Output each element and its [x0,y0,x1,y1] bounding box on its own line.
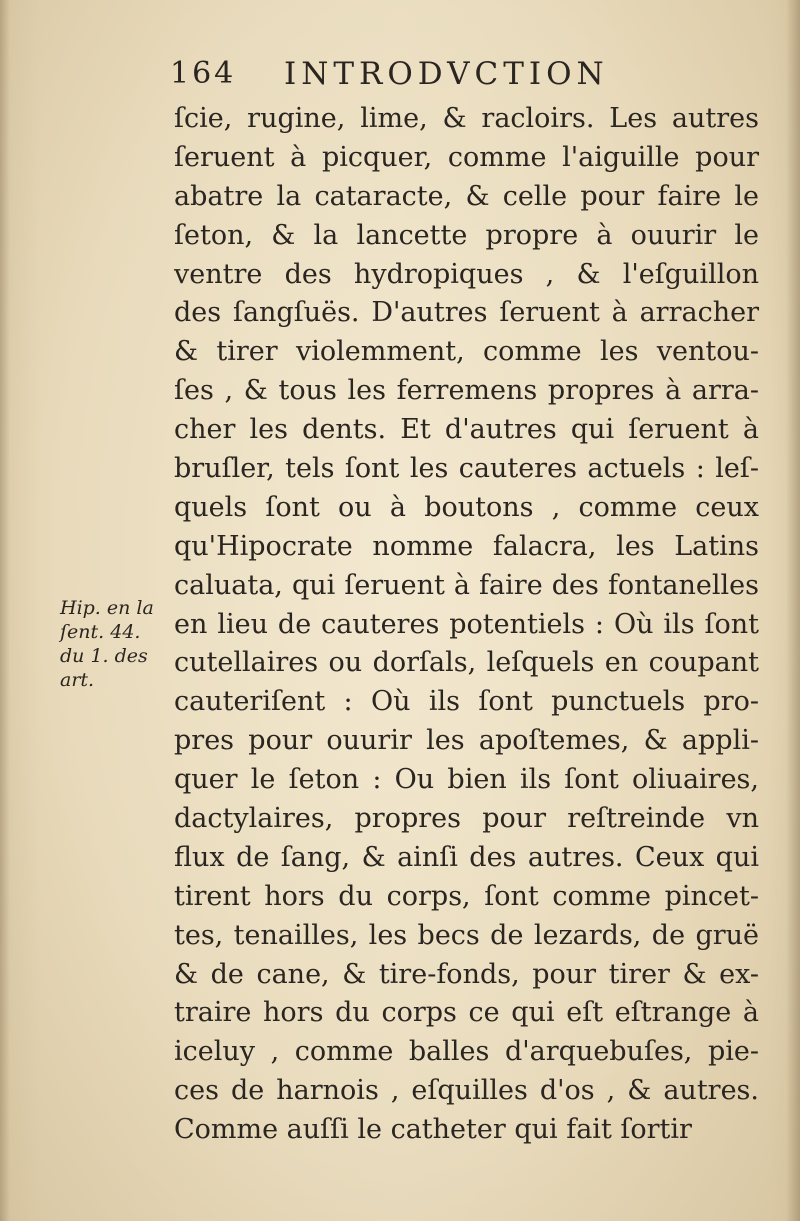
text-line: des ſangſuës. D'autres ſeruent à arracher [174,297,759,329]
text-line: iceluy , comme balles d'arquebuſes, pie- [174,1036,759,1068]
page-number: 164 [170,56,237,91]
text-line: cutellaires ou dorſals, leſquels en coupant [174,647,759,679]
text-line: bruſler, tels ſont les cauteres actuels : leſ- [174,453,759,485]
text-line: ſes , & tous les ferremens propres à arra- [174,375,759,407]
margin-note-line: ſent. 44. [60,621,141,643]
text-line: ces de harnois , eſquilles d'os , & autres. [174,1075,759,1107]
margin-note-line: Hip. en la [60,597,154,619]
text-line: tes, tenailles, les becs de lezards, de gruë [174,919,759,951]
margin-note [60,596,170,692]
text-line: flux de ſang, & ainſi des autres. Ceux qui [174,841,759,873]
text-line: abatre la cataracte, & celle pour faire le [174,180,759,212]
text-line: quels ſont ou à boutons , comme ceux [174,491,759,523]
margin-note-line: du 1. des [60,645,148,667]
text-line: en lieu de cauteres potentiels : Où ils ſont [174,608,759,640]
text-line: qu'Hipocrate nomme falacra, les Latins [174,530,759,562]
text-line: cauteriſent : Où ils ſont punctuels pro- [174,686,759,718]
text-line: tirent hors du corps, ſont comme pincet- [174,880,759,912]
text-line: dactylaires, propres pour reſtreinde vn [174,803,759,835]
running-title: INTRODVCTION [284,56,609,92]
text-line: ſeruent à picquer, comme l'aiguille pour [174,141,759,173]
text-line: caluata, qui ſeruent à faire des fontanelles [174,569,759,601]
text-line: pres pour ouurir les apoſtemes, & appli- [174,725,759,757]
text-line: & tirer violemment, comme les ventou- [174,336,759,368]
text-line: ſcie, rugine, lime, & racloirs. Les autres [174,103,759,134]
text-line: traire hors du corps ce qui eſt eſtrange à [174,997,759,1029]
text-line: & de cane, & tire-fonds, pour tirer & ex- [174,958,759,990]
text-line: Comme auſſi le catheter qui fait ſortir [174,1114,692,1146]
page-header [170,56,730,96]
text-line: ventre des hydropiques , & l'eſguillon [174,258,759,290]
text-line: ſeton, & la lancette propre à ouurir le [174,219,759,251]
margin-note-line: art. [60,669,95,691]
body-text [174,100,759,1150]
text-line: cher les dents. Et d'autres qui ſeruent à [174,414,759,446]
text-line: quer le ſeton : Ou bien ils ſont oliuaires, [174,764,759,796]
